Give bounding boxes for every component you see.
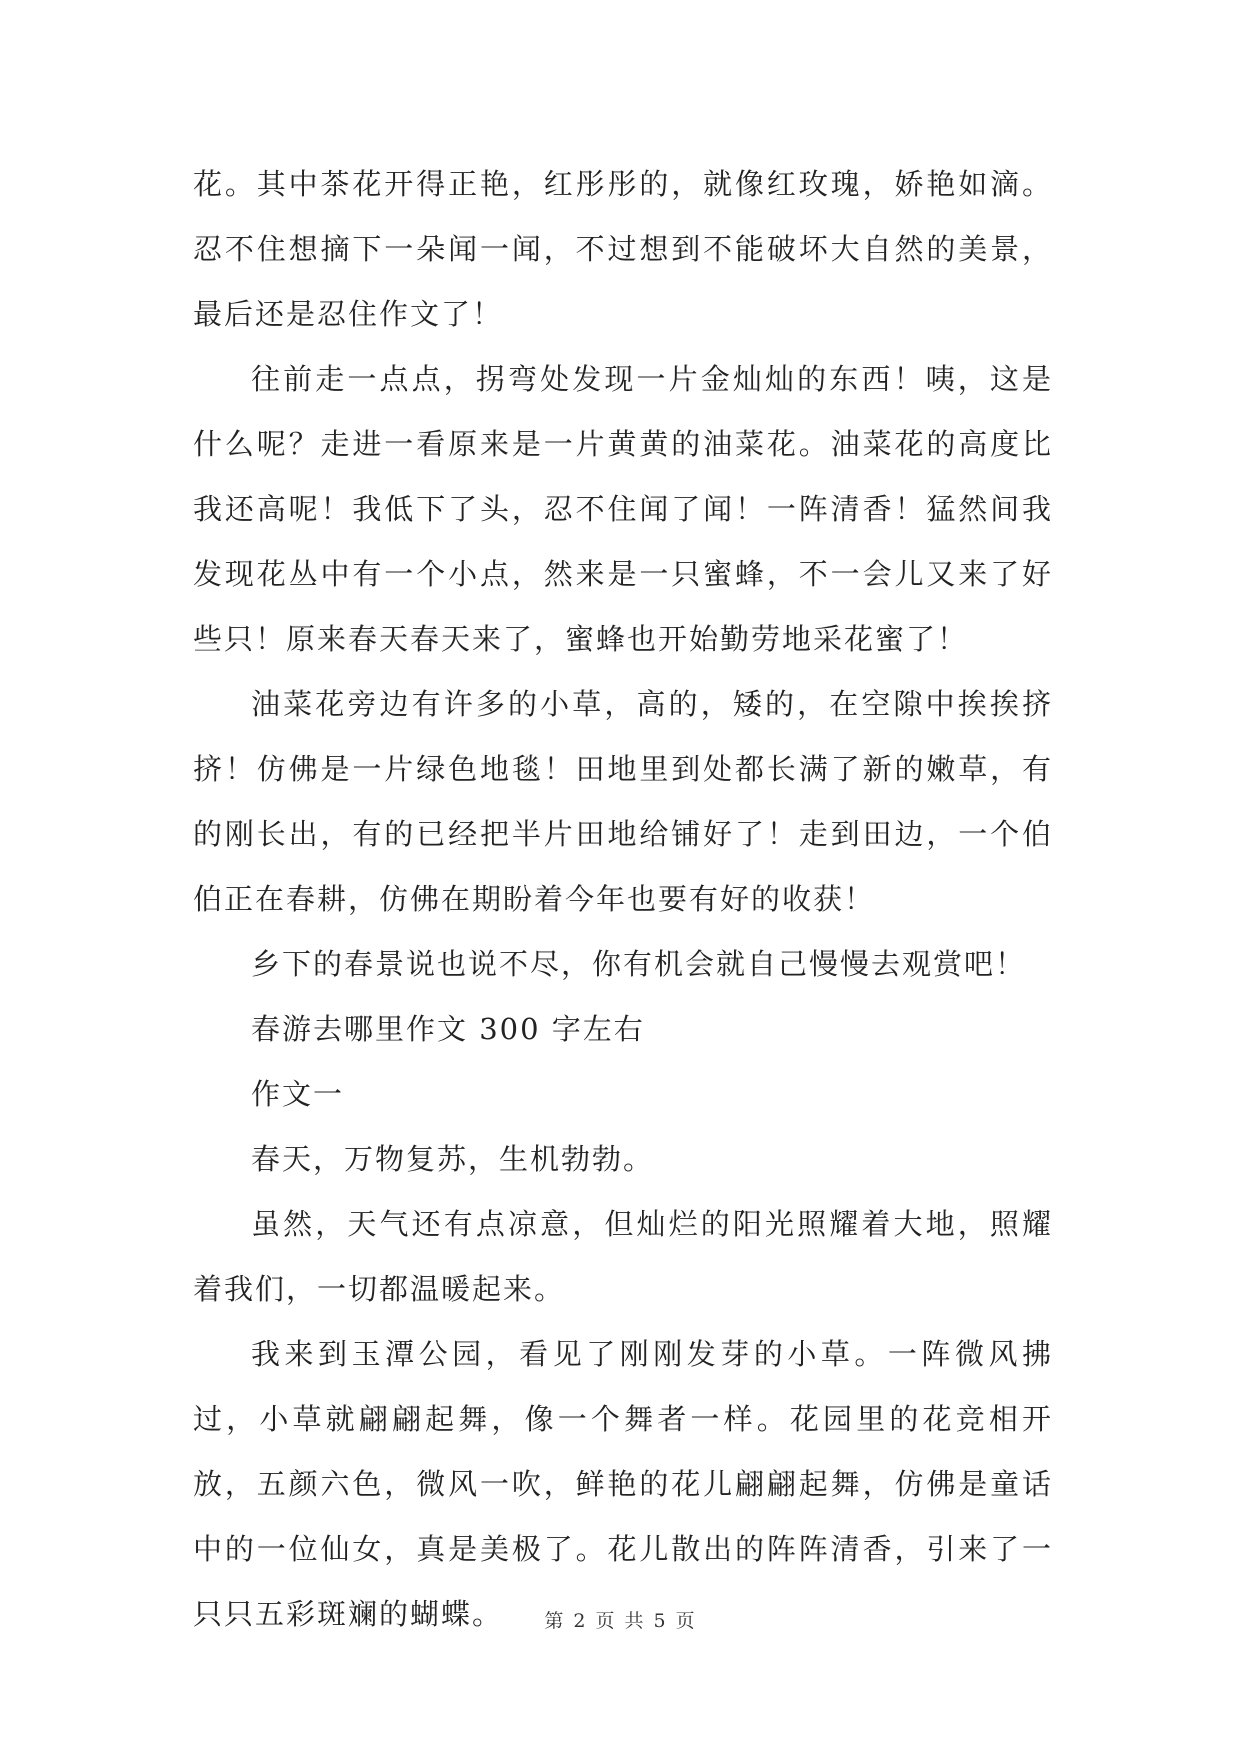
paragraph: 油菜花旁边有许多的小草，高的，矮的，在空隙中挨挨挤挤！仿佛是一片绿色地毯！田地里到处都长满了新的嫩草，有的刚长出，有的已经把半片田地给铺好了！走到田边，一个伯伯正在春耕，仿佛在期盼着今年也要有好的收获！ (193, 687, 1053, 916)
paragraph: 春天，万物复苏，生机勃勃。 (251, 1142, 655, 1176)
paragraph: 虽然，天气还有点凉意，但灿烂的阳光照耀着大地，照耀着我们，一切都温暖起来。 (193, 1207, 1053, 1306)
paragraph-continued: 花。其中茶花开得正艳，红彤彤的，就像红玫瑰，娇艳如滴。忍不住想摘下一朵闻一闻，不过想到不能破坏大自然的美景，最后还是忍住作文了！ (193, 167, 1053, 331)
paragraph: 乡下的春景说也说不尽，你有机会就自己慢慢去观赏吧！ (251, 947, 1027, 981)
subsection-heading: 作文一 (251, 1077, 345, 1111)
section-heading: 春游去哪里作文 300 字左右 (251, 1012, 645, 1046)
paragraph: 我来到玉潭公园，看见了刚刚发芽的小草。一阵微风拂过，小草就翩翩起舞，像一个舞者一样。花园里的花竞相开放，五颜六色，微风一吹，鲜艳的花儿翩翩起舞，仿佛是童话中的一位仙女，真是美极了。花儿散出的阵阵清香，引来了一只只五彩斑斓的蝴蝶。 (193, 1337, 1053, 1631)
page-footer: 第 2 页 共 5 页 (544, 1610, 697, 1632)
paragraph: 往前走一点点，拐弯处发现一片金灿灿的东西！咦，这是什么呢？走进一看原来是一片黄黄的油菜花。油菜花的高度比我还高呢！我低下了头，忍不住闻了闻！一阵清香！猛然间我发现花丛中有一个小点，然来是一只蜜蜂，不一会儿又来了好些只！原来春天春天来了，蜜蜂也开始勤劳地采花蜜了！ (193, 362, 1053, 656)
body-text (193, 152, 1053, 1647)
